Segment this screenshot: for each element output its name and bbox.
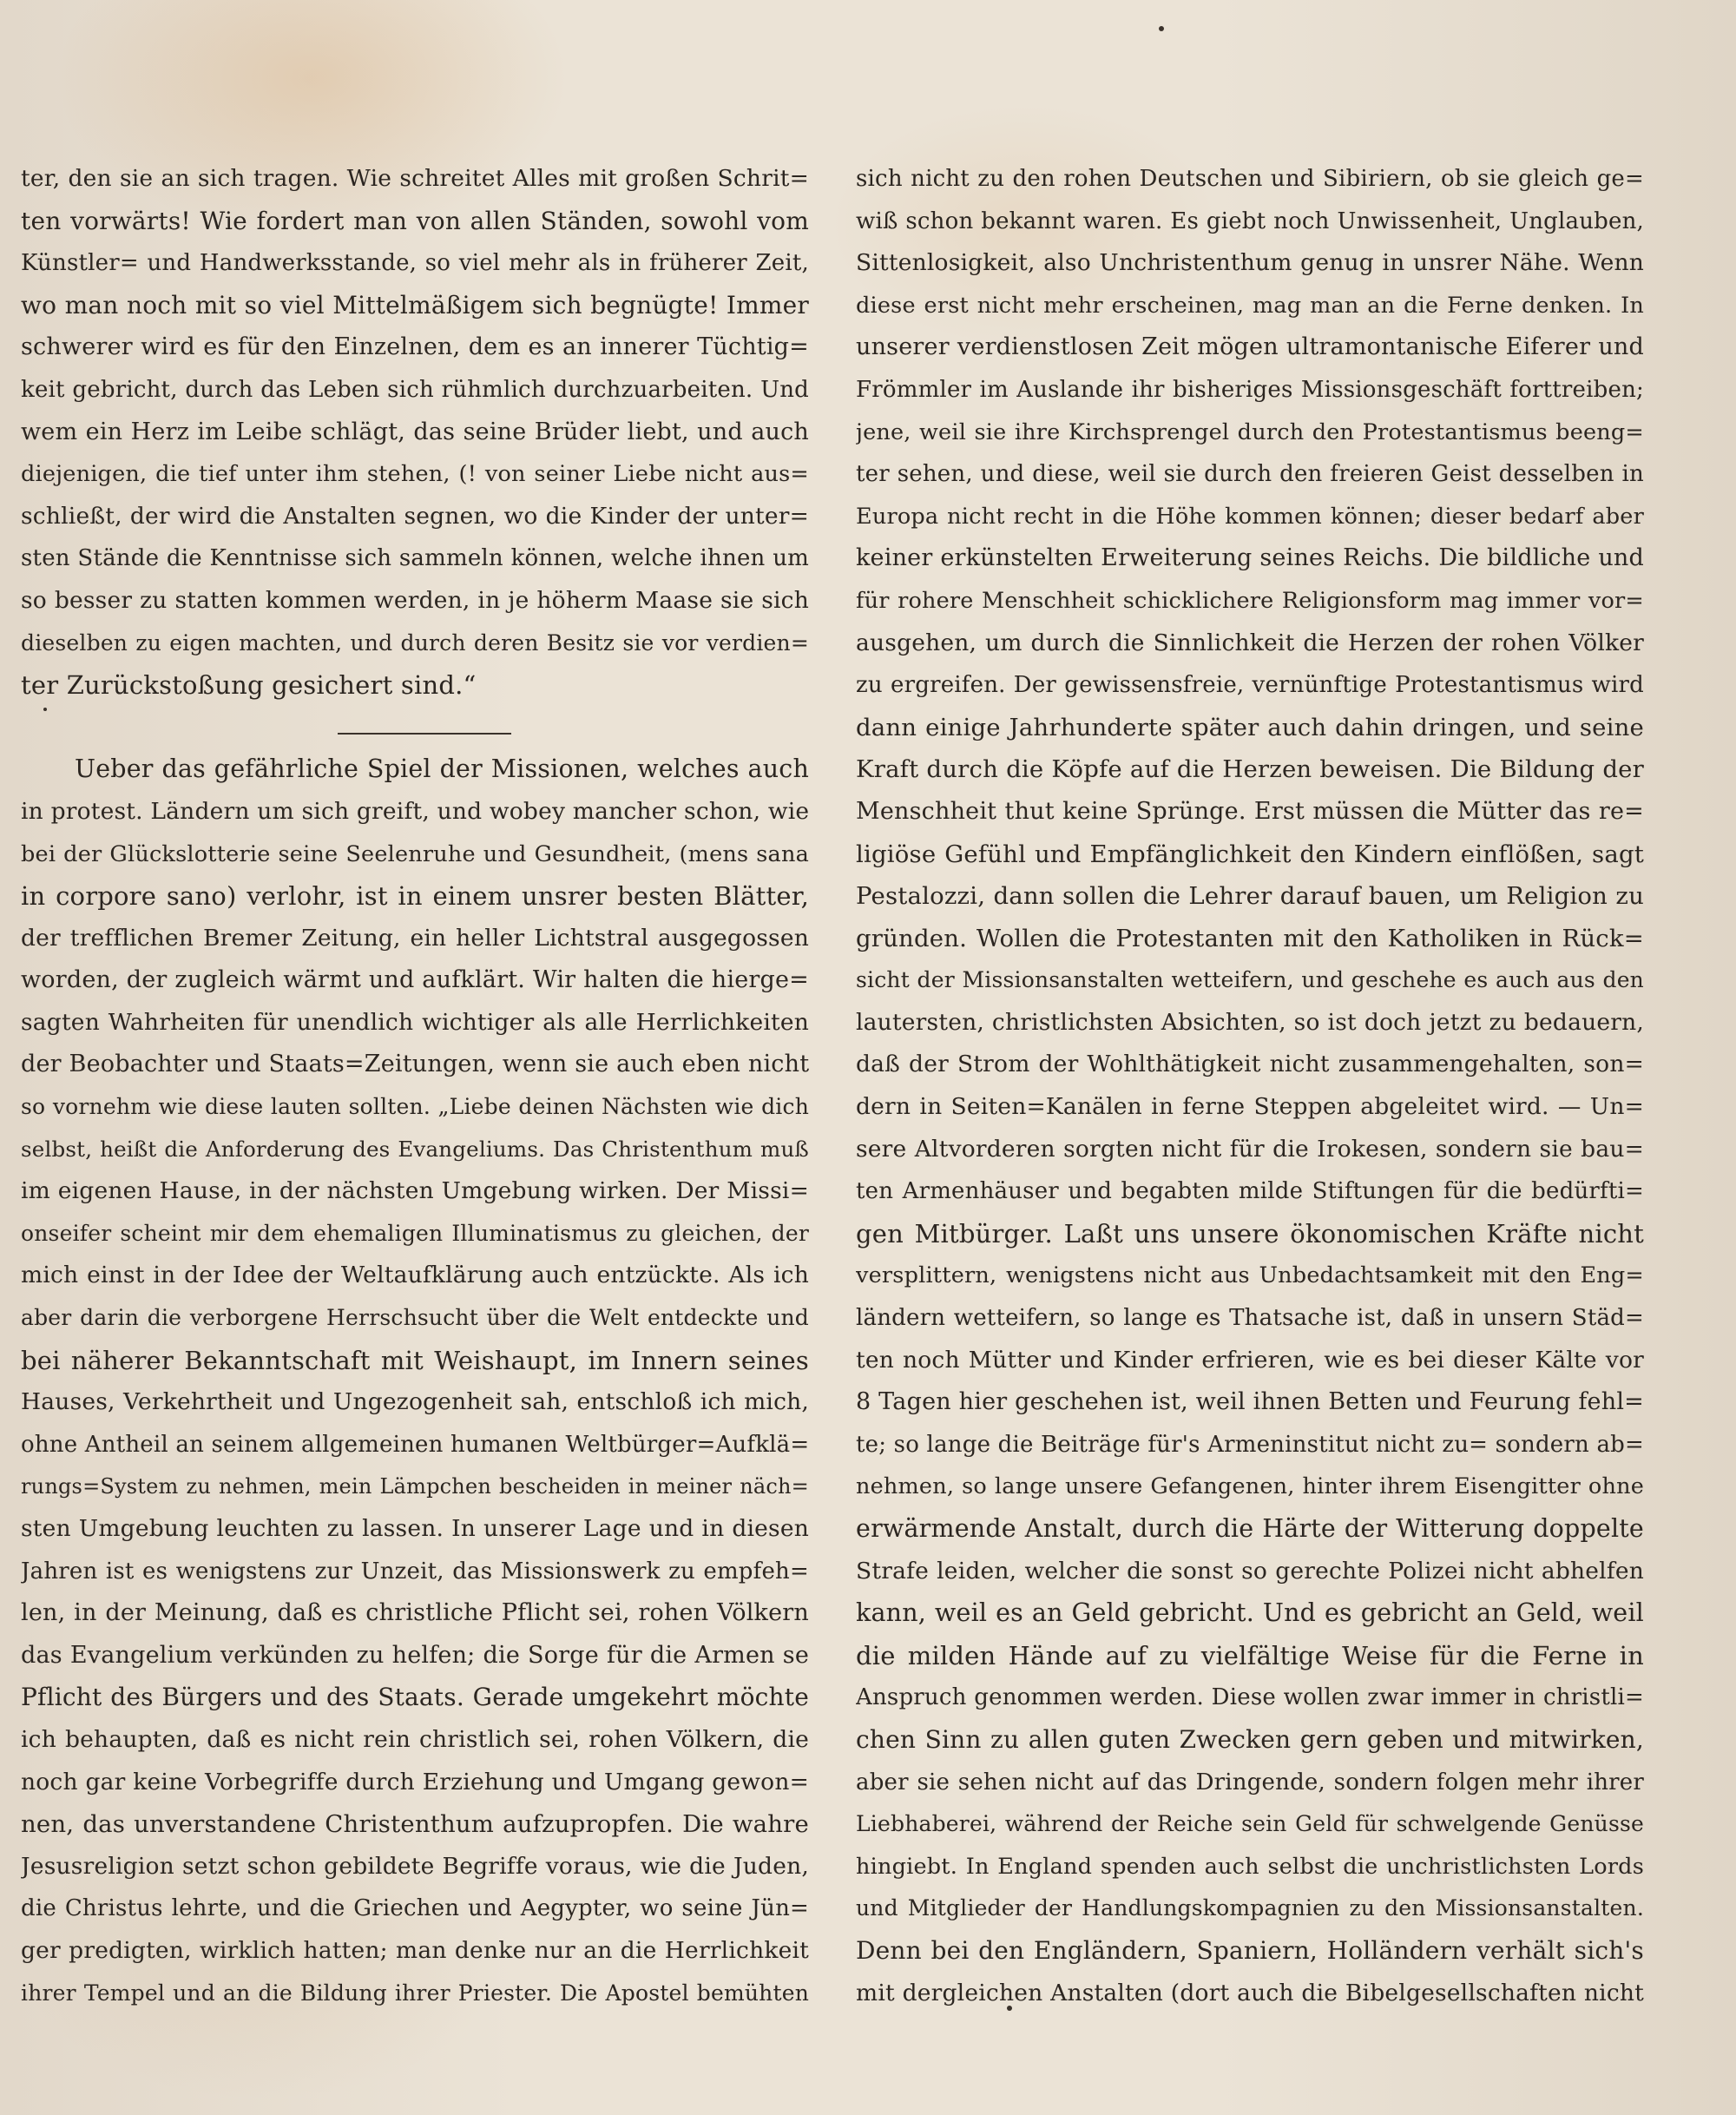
right-paragraph-1 bbox=[856, 158, 1644, 2014]
text-line: daß der Strom der Wohlthätigkeit nicht zusammengehalten, son= bbox=[856, 1051, 1644, 1078]
text-line: onseifer scheint mir dem ehemaligen Illuminatismus zu gleichen, der bbox=[21, 1220, 809, 1246]
text-line: unserer verdienstlosen Zeit mögen ultramontanische Eiferer und bbox=[856, 333, 1644, 361]
text-line: sten Umgebung leuchten zu lassen. In unserer Lage und in diesen bbox=[21, 1515, 809, 1542]
text-line: diese erst nicht mehr erscheinen, mag man an die Ferne denken. In bbox=[856, 292, 1644, 319]
text-line: ich behaupten, daß es nicht rein christlich sei, rohen Völkern, die bbox=[21, 1725, 809, 1753]
text-line: ter, den sie an sich tragen. Wie schreitet Alles mit großen Schrit= bbox=[21, 165, 809, 192]
text-line: die milden Hände auf zu vielfältige Weise für die Ferne in bbox=[856, 1640, 1644, 1670]
text-line: mich einst in der Idee der Weltaufklärung auch entzückte. Als ich bbox=[21, 1262, 809, 1289]
text-line: erwärmende Anstalt, durch die Härte der Witterung doppelte bbox=[856, 1514, 1644, 1543]
left-paragraph-1 bbox=[21, 158, 809, 707]
text-line: Jahren ist es wenigstens zur Unzeit, das Missionswerk zu empfeh= bbox=[21, 1558, 809, 1585]
text-line: ten noch Mütter und Kinder erfrieren, wie es bei dieser Kälte vor bbox=[856, 1346, 1644, 1374]
text-line: zu ergreifen. Der gewissensfreie, vernünftige Protestantismus wird bbox=[856, 672, 1644, 699]
divider-rule bbox=[338, 733, 511, 735]
text-line: bei der Glückslotterie seine Seelenruhe und Gesundheit, (mens sana bbox=[21, 840, 809, 867]
text-line: Anspruch genommen werden. Diese wollen zwar immer in christli= bbox=[856, 1684, 1644, 1711]
left-paragraph-2 bbox=[21, 748, 809, 2014]
text-line: sere Altvorderen sorgten nicht für die Irokesen, sondern sie bau= bbox=[856, 1135, 1644, 1163]
text-line: Künstler= und Handwerksstande, so viel mehr als in früherer Zeit, bbox=[21, 250, 809, 277]
text-line: ten vorwärts! Wie fordert man von allen Ständen, sowohl vom bbox=[21, 206, 809, 235]
text-line: Frömmler im Auslande ihr bisheriges Missionsgeschäft forttreiben; bbox=[856, 376, 1644, 403]
text-line: versplittern, wenigstens nicht aus Unbedachtsamkeit mit den Eng= bbox=[856, 1262, 1644, 1289]
text-line: in corpore sano) verlohr, ist in einem unsrer besten Blätter, bbox=[21, 881, 809, 912]
text-line: ter Zurückstoßung gesichert sind.“ bbox=[21, 670, 477, 701]
text-line: keit gebricht, durch das Leben sich rühmlich durchzuarbeiten. Und bbox=[21, 376, 809, 403]
text-line: Pestalozzi, dann sollen die Lehrer darauf bauen, um Religion zu bbox=[856, 882, 1644, 911]
text-line: gen Mitbürger. Laßt uns unsere ökonomischen Kräfte nicht bbox=[856, 1218, 1644, 1249]
text-line: Ueber das gefährliche Spiel der Missionen, welches auch bbox=[75, 754, 809, 784]
text-line: Jesusreligion setzt schon gebildete Begriffe voraus, wie die Juden, bbox=[21, 1852, 809, 1880]
text-line: te; so lange die Beiträge für's Armeninstitut nicht zu= sondern ab= bbox=[856, 1431, 1644, 1458]
right-column bbox=[856, 158, 1644, 2014]
text-line: Sittenlosigkeit, also Unchristenthum genug in unsrer Nähe. Wenn bbox=[856, 249, 1644, 277]
text-line: so vornehm wie diese lauten sollten. „Liebe deinen Nächsten wie dich bbox=[21, 1094, 809, 1120]
section-separator bbox=[21, 707, 809, 749]
text-line: ligiöse Gefühl und Empfänglichkeit den Kindern einflößen, sagt bbox=[856, 840, 1644, 868]
text-line: Menschheit thut keine Sprünge. Erst müssen die Mütter das re= bbox=[856, 797, 1644, 825]
text-line: selbst, heißt die Anforderung des Evangeliums. Das Christenthum muß bbox=[21, 1136, 809, 1162]
text-line: Denn bei den Engländern, Spaniern, Holländern verhält sich's bbox=[856, 1935, 1644, 1965]
text-line: Pflicht des Bürgers und des Staats. Gerade umgekehrt möchte bbox=[21, 1683, 809, 1712]
text-line: ger predigten, wirklich hatten; man denke nur an die Herrlichkeit bbox=[21, 1936, 809, 1964]
text-line: mit dergleichen Anstalten (dort auch die Bibelgesellschaften nicht bbox=[856, 1979, 1644, 2006]
text-line: jene, weil sie ihre Kirchsprengel durch den Protestantismus beeng= bbox=[856, 418, 1644, 445]
text-line: im eigenen Hause, in der nächsten Umgebung wirken. Der Missi= bbox=[21, 1177, 809, 1205]
text-line: Strafe leiden, welcher die sonst so gerechte Polizei nicht abhelfen bbox=[856, 1557, 1644, 1585]
text-line: noch gar keine Vorbegriffe durch Erziehung und Umgang gewon= bbox=[21, 1768, 809, 1795]
text-line: wo man noch mit so viel Mittelmäßigem sich begnügte! Immer bbox=[21, 290, 809, 320]
text-line: dieselben zu eigen machten, und durch deren Besitz sie vor verdien= bbox=[21, 629, 809, 656]
text-line: Liebhaberei, während der Reiche sein Geld für schwelgende Genüsse bbox=[856, 1811, 1644, 1837]
text-line: 8 Tagen hier geschehen ist, weil ihnen Betten und Feurung fehl= bbox=[856, 1388, 1644, 1416]
text-line: ter sehen, und diese, weil sie durch den freieren Geist desselben in bbox=[856, 461, 1644, 488]
text-line: Hauses, Verkehrtheit und Ungezogenheit sah, entschloß ich mich, bbox=[21, 1388, 809, 1416]
text-line: sich nicht zu den rohen Deutschen und Sibiriern, ob sie gleich ge= bbox=[856, 166, 1644, 192]
text-line: dann einige Jahrhunderte später auch dahin dringen, und seine bbox=[856, 713, 1644, 741]
text-line: in protest. Ländern um sich greift, und wobey mancher schon, wie bbox=[21, 797, 809, 825]
text-line: ohne Antheil an seinem allgemeinen humanen Weltbürger=Aufklä= bbox=[21, 1431, 809, 1458]
text-line: Kraft durch die Köpfe auf die Herzen beweisen. Die Bildung der bbox=[856, 755, 1644, 784]
left-column bbox=[21, 158, 809, 2014]
text-line: das Evangelium verkünden zu helfen; die Sorge für die Armen se bbox=[21, 1641, 809, 1669]
text-line: ten Armenhäuser und begabten milde Stiftungen für die bedürfti= bbox=[856, 1178, 1644, 1205]
text-line: hingiebt. In England spenden auch selbst die unchristlichsten Lords bbox=[856, 1853, 1644, 1880]
text-line: lautersten, christlichsten Absichten, so ist doch jetzt zu bedauern, bbox=[856, 1008, 1644, 1036]
text-line: der trefflichen Bremer Zeitung, ein heller Lichtstral ausgegossen bbox=[21, 924, 809, 952]
text-line: Europa nicht recht in die Höhe kommen können; dieser bedarf aber bbox=[856, 503, 1644, 530]
text-line: keiner erkünstelten Erweiterung seines Reichs. Die bildliche und bbox=[856, 544, 1644, 572]
text-line: worden, der zugleich wärmt und aufklärt. Wir halten die hierge= bbox=[21, 966, 809, 994]
text-line: ausgehen, um durch die Sinnlichkeit die Herzen der rohen Völker bbox=[856, 629, 1644, 656]
text-line: kann, weil es an Geld gebricht. Und es gebricht an Geld, weil bbox=[856, 1598, 1644, 1628]
text-line: die Christus lehrte, und die Griechen und Aegypter, wo seine Jün= bbox=[21, 1895, 809, 1922]
text-line: bei näherer Bekanntschaft mit Weishaupt, im Innern seines bbox=[21, 1345, 809, 1375]
text-line: ihrer Tempel und an die Bildung ihrer Priester. Die Apostel bemühten bbox=[21, 1980, 809, 2006]
text-line: chen Sinn zu allen guten Zwecken gern geben und mitwirken, bbox=[856, 1724, 1644, 1754]
text-line: rungs=System zu nehmen, mein Lämpchen bescheiden in meiner näch= bbox=[21, 1474, 809, 1499]
text-line: dern in Seiten=Kanälen in ferne Steppen abgeleitet wird. — Un= bbox=[856, 1093, 1644, 1121]
text-line: sagten Wahrheiten für unendlich wichtiger als alle Herrlichkeiten bbox=[21, 1008, 809, 1036]
text-line: aber sie sehen nicht auf das Dringende, sondern folgen mehr ihrer bbox=[856, 1769, 1644, 1795]
text-line: gründen. Wollen die Protestanten mit den Katholiken in Rück= bbox=[856, 924, 1644, 952]
text-line: schwerer wird es für den Einzelnen, dem es an innerer Tüchtig= bbox=[21, 333, 809, 361]
text-line: diejenigen, die tief unter ihm stehen, (! von seiner Liebe nicht aus= bbox=[21, 461, 809, 488]
text-line: für rohere Menschheit schicklichere Religionsform mag immer vor= bbox=[856, 587, 1644, 614]
text-line: nehmen, so lange unsere Gefangenen, hinter ihrem Eisengitter ohne bbox=[856, 1473, 1644, 1500]
text-line: sten Stände die Kenntnisse sich sammeln können, welche ihnen um bbox=[21, 545, 809, 572]
text-line: so besser zu statten kommen werden, in je höherm Maase sie sich bbox=[21, 586, 809, 614]
text-line: sicht der Missionsanstalten wetteifern, und geschehe es auch aus den bbox=[856, 967, 1644, 993]
text-line: wem ein Herz im Leibe schlägt, das seine Brüder liebt, und auch bbox=[21, 418, 809, 445]
text-line: und Mitglieder der Handlungskompagnien zu den Missionsanstalten. bbox=[856, 1895, 1644, 1921]
text-line: aber darin die verborgene Herrschsucht über die Welt entdeckte und bbox=[21, 1305, 809, 1331]
text-line: wiß schon bekannt waren. Es giebt noch Unwissenheit, Unglauben, bbox=[856, 208, 1644, 234]
text-line: schließt, der wird die Anstalten segnen, wo die Kinder der unter= bbox=[21, 502, 809, 530]
text-line: der Beobachter und Staats=Zeitungen, wenn sie auch eben nicht bbox=[21, 1051, 809, 1078]
ink-speck bbox=[1159, 26, 1164, 31]
text-line: ländern wetteifern, so lange es Thatsache ist, daß in unsern Städ= bbox=[856, 1305, 1644, 1332]
text-line: nen, das unverstandene Christenthum aufzupropfen. Die wahre bbox=[21, 1810, 809, 1839]
text-line: len, in der Meinung, daß es christliche Pflicht sei, rohen Völkern bbox=[21, 1599, 809, 1627]
